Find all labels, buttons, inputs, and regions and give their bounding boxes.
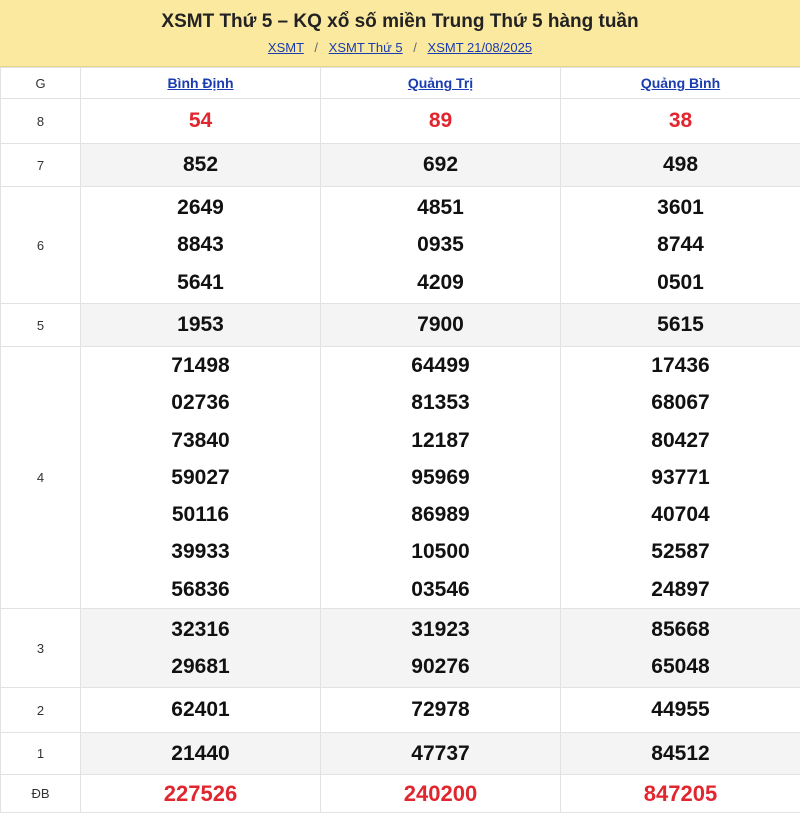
- result-number: 5641: [81, 264, 320, 301]
- prize-label: 4: [1, 347, 81, 609]
- result-cell: [321, 144, 561, 187]
- result-cell: [81, 304, 321, 347]
- table-row: [1, 609, 800, 688]
- result-number: 47737: [321, 735, 560, 772]
- prize-label: ĐB: [1, 775, 81, 813]
- breadcrumb-separator: /: [413, 40, 417, 55]
- result-number: 4209: [321, 264, 560, 301]
- result-number: 84512: [561, 735, 800, 772]
- results-table: [0, 67, 800, 813]
- prize-label: 5: [1, 304, 81, 347]
- table-row: [1, 733, 800, 775]
- result-cell: [561, 688, 800, 733]
- result-number: 72978: [321, 691, 560, 728]
- column-header-province: [81, 68, 321, 99]
- result-cell: [321, 775, 561, 813]
- column-header-province: [561, 68, 800, 99]
- breadcrumb: [0, 40, 800, 56]
- result-number: 29681: [81, 648, 320, 685]
- special-prize-number: 240200: [321, 775, 560, 812]
- result-number: 93771: [561, 459, 800, 496]
- result-number: 7900: [321, 306, 560, 343]
- province-link-binh-dinh[interactable]: Bình Định: [167, 75, 233, 91]
- result-cell: [561, 775, 800, 813]
- result-cell: [561, 304, 800, 347]
- result-number: 3601: [561, 189, 800, 226]
- result-number: 03546: [321, 571, 560, 608]
- column-header-province: [321, 68, 561, 99]
- table-row: [1, 187, 800, 304]
- breadcrumb-link-xsmt[interactable]: XSMT: [268, 40, 304, 55]
- result-number: 59027: [81, 459, 320, 496]
- result-number: 498: [561, 146, 800, 183]
- result-cell: [321, 99, 561, 144]
- result-number: 81353: [321, 384, 560, 421]
- result-number: 39933: [81, 533, 320, 570]
- result-number: 40704: [561, 496, 800, 533]
- result-number: 80427: [561, 422, 800, 459]
- result-number: 0501: [561, 264, 800, 301]
- result-number: 852: [81, 146, 320, 183]
- prize-8-number: 38: [561, 102, 800, 139]
- result-cell: [561, 99, 800, 144]
- result-number: 12187: [321, 422, 560, 459]
- result-cell: [321, 187, 561, 304]
- prize-8-number: 89: [321, 102, 560, 139]
- result-cell: [81, 733, 321, 775]
- result-cell: [81, 609, 321, 688]
- result-cell: [321, 347, 561, 609]
- result-number: 692: [321, 146, 560, 183]
- result-number: 50116: [81, 496, 320, 533]
- result-number: 86989: [321, 496, 560, 533]
- result-cell: [321, 733, 561, 775]
- table-row: [1, 99, 800, 144]
- result-number: 8843: [81, 226, 320, 263]
- result-cell: [321, 688, 561, 733]
- result-number: 5615: [561, 306, 800, 343]
- prize-label: 2: [1, 688, 81, 733]
- result-number: 56836: [81, 571, 320, 608]
- result-cell: [561, 144, 800, 187]
- breadcrumb-link-xsmt-date[interactable]: XSMT 21/08/2025: [428, 40, 533, 55]
- result-cell: [321, 304, 561, 347]
- result-number: 71498: [81, 347, 320, 384]
- result-number: 62401: [81, 691, 320, 728]
- result-number: 17436: [561, 347, 800, 384]
- result-number: 21440: [81, 735, 320, 772]
- page-title: XSMT Thứ 5 – KQ xổ số miền Trung Thứ 5 hàng tuần: [0, 0, 800, 34]
- result-number: 52587: [561, 533, 800, 570]
- result-number: 1953: [81, 306, 320, 343]
- column-header-prize: G: [1, 68, 81, 99]
- special-prize-number: 847205: [561, 775, 800, 812]
- province-link-quang-binh[interactable]: Quảng Bình: [641, 75, 720, 91]
- breadcrumb-separator: /: [314, 40, 318, 55]
- result-cell: [81, 688, 321, 733]
- result-number: 24897: [561, 571, 800, 608]
- result-number: 95969: [321, 459, 560, 496]
- prize-label: 8: [1, 99, 81, 144]
- result-cell: [81, 99, 321, 144]
- table-row: [1, 304, 800, 347]
- result-cell: [561, 347, 800, 609]
- table-row: [1, 775, 800, 813]
- result-cell: [561, 733, 800, 775]
- result-number: 0935: [321, 226, 560, 263]
- result-number: 02736: [81, 384, 320, 421]
- prize-label: 1: [1, 733, 81, 775]
- table-row: [1, 688, 800, 733]
- result-number: 64499: [321, 347, 560, 384]
- result-number: 73840: [81, 422, 320, 459]
- result-number: 10500: [321, 533, 560, 570]
- result-number: 2649: [81, 189, 320, 226]
- prize-label: 7: [1, 144, 81, 187]
- result-number: 32316: [81, 611, 320, 648]
- prize-label: 3: [1, 609, 81, 688]
- result-number: 85668: [561, 611, 800, 648]
- page-header: [0, 0, 800, 67]
- table-header-row: [1, 68, 800, 99]
- result-cell: [81, 775, 321, 813]
- result-number: 90276: [321, 648, 560, 685]
- prize-8-number: 54: [81, 102, 320, 139]
- result-number: 68067: [561, 384, 800, 421]
- result-cell: [561, 609, 800, 688]
- result-number: 44955: [561, 691, 800, 728]
- result-number: 8744: [561, 226, 800, 263]
- prize-label: 6: [1, 187, 81, 304]
- result-number: 4851: [321, 189, 560, 226]
- result-number: 31923: [321, 611, 560, 648]
- result-cell: [81, 144, 321, 187]
- special-prize-number: 227526: [81, 775, 320, 812]
- table-row: [1, 347, 800, 609]
- result-cell: [81, 187, 321, 304]
- breadcrumb-link-xsmt-thu5[interactable]: XSMT Thứ 5: [329, 40, 403, 55]
- table-row: [1, 144, 800, 187]
- result-cell: [561, 187, 800, 304]
- result-cell: [81, 347, 321, 609]
- result-cell: [321, 609, 561, 688]
- result-number: 65048: [561, 648, 800, 685]
- province-link-quang-tri[interactable]: Quảng Trị: [408, 75, 473, 91]
